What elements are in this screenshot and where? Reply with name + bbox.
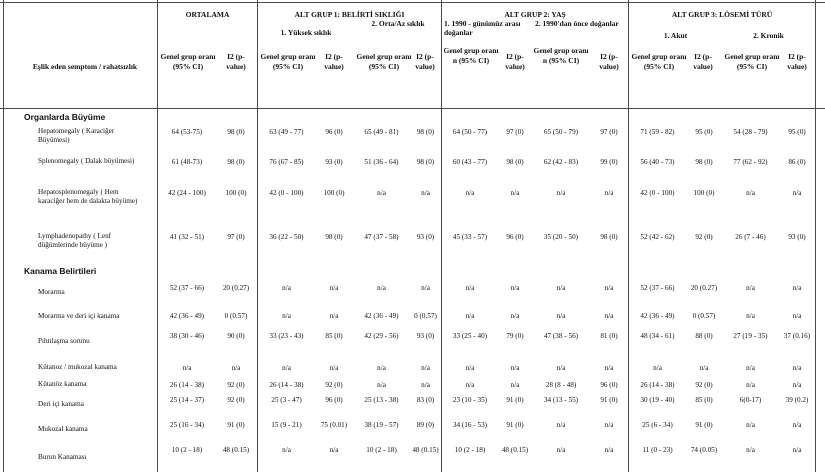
grup2-sub1: 1. 1990 - günümüz arası doğanlar: [444, 19, 521, 37]
rate-cell: 47 (37 - 58): [364, 233, 399, 241]
i2-cell: 96 (0): [506, 233, 524, 241]
i2-cell: n/a: [792, 312, 802, 320]
rate-cell: n/a: [465, 364, 475, 372]
rate-cell: 65 (50 - 79): [543, 128, 579, 136]
rate-cell: n/a: [556, 312, 566, 320]
rate-cell: n/a: [282, 446, 291, 454]
grup1-title: ALT GRUP 1: BELİRTİ SIKLIĞI: [294, 10, 405, 19]
rate-cell: 48 (34 - 61): [640, 332, 675, 340]
rate-cell: n/a: [746, 446, 755, 454]
i2-cell: 98 (0): [227, 158, 245, 166]
rate-cell: 33 (25 - 40): [452, 332, 488, 340]
rate-cell: 76 (67 - 85): [269, 158, 304, 166]
i2-cell: 100 (0): [225, 189, 247, 197]
i2-cell: 93 (0): [416, 332, 435, 340]
i2-cell: n/a: [792, 189, 802, 197]
i2-cell: 98 (0): [325, 233, 343, 241]
rate-n-column-header: Genel grup oranı n (95% CI): [443, 46, 499, 65]
i2-cell: 97 (0): [506, 128, 524, 136]
rate-cell: 42 (36 - 49): [169, 312, 205, 320]
rate-cell: 26 (14 - 38): [269, 381, 304, 389]
i2-cell: n/a: [792, 284, 802, 292]
rate-cell: 26 (7 - 46): [735, 233, 766, 241]
rate-cell: 64 (53-75): [171, 128, 203, 136]
i2-cell: 81 (0): [600, 332, 618, 340]
i2-cell: 98 (0): [416, 128, 435, 136]
i2-cell: 96 (0): [325, 396, 343, 404]
rate-cell: 42 (36 - 49): [364, 312, 399, 320]
i2-column-header: I2 (p-value): [226, 52, 246, 71]
section-title-organ: Organlarda Büyüme: [24, 112, 106, 122]
i2-cell: 93 (0): [416, 233, 435, 241]
rate-cell: n/a: [377, 381, 386, 389]
i2-cell: n/a: [329, 284, 339, 292]
row-label: Morarma: [38, 288, 65, 296]
i2-cell: 92 (0): [325, 381, 343, 389]
i2-cell: 95 (0): [695, 128, 713, 136]
rate-cell: 25 (14 - 37): [169, 396, 205, 404]
rate-cell: 28 (8 - 48): [545, 381, 577, 389]
rate-cell: 52 (42 - 62): [640, 233, 675, 241]
i2-cell: 92 (0): [227, 381, 245, 389]
grup1-sub2: 2. Orta/Az sıklık: [371, 19, 425, 28]
grup3-title: ALT GRUP 3: LÖSEMİ TÜRÜ: [671, 10, 773, 19]
rate-cell: n/a: [746, 381, 755, 389]
i2-cell: 98 (0): [600, 233, 618, 241]
grup3-sub2: 2. Kronik: [753, 31, 784, 40]
i2-cell: 91 (0): [227, 421, 245, 429]
i2-cell: n/a: [421, 381, 430, 389]
rate-cell: n/a: [746, 189, 755, 197]
i2-column-header: I2 (p-value): [415, 52, 435, 71]
rate-cell: n/a: [653, 364, 662, 372]
i2-cell: 0 (0.57): [224, 312, 248, 320]
i2-cell: 100 (0): [693, 189, 715, 197]
rate-cell: 54 (28 - 79): [733, 128, 768, 136]
rate-cell: n/a: [746, 312, 755, 320]
row-label: Mukozal kanama: [38, 425, 88, 433]
rate-cell: 62 (42 - 83): [543, 158, 579, 166]
rate-column-header: Genel grup oranı (95% CI): [160, 52, 216, 71]
rate-cell: n/a: [465, 189, 475, 197]
i2-cell: 75 (0.01): [320, 421, 348, 429]
i2-column-header: I2 (p-value): [599, 52, 619, 71]
rate-cell: 34 (13 - 55): [543, 396, 579, 404]
i2-cell: 96 (0): [325, 128, 343, 136]
rate-cell: 42 (36 - 49): [640, 312, 675, 320]
rate-cell: 10 (2 - 18): [454, 446, 486, 454]
i2-cell: 97 (0): [227, 233, 245, 241]
i2-cell: n/a: [329, 312, 339, 320]
rate-cell: 64 (50 - 77): [452, 128, 488, 136]
i2-cell: 74 (0.05): [690, 446, 718, 454]
rate-cell: 26 (14 - 38): [169, 381, 205, 389]
rate-cell: 35 (20 - 50): [543, 233, 579, 241]
i2-cell: n/a: [231, 364, 241, 372]
i2-cell: n/a: [421, 284, 430, 292]
i2-cell: 92 (0): [695, 381, 713, 389]
i2-cell: 48 (0.15): [412, 446, 439, 454]
rate-cell: 27 (19 - 35): [733, 332, 768, 340]
rate-cell: n/a: [282, 364, 291, 372]
rate-cell: 42 (24 - 100): [168, 189, 206, 197]
i2-cell: n/a: [604, 421, 614, 429]
rate-cell: 42 (29 - 56): [364, 332, 399, 340]
i2-cell: n/a: [329, 446, 339, 454]
i2-column-header: I2 (p-value): [324, 52, 344, 71]
rate-cell: n/a: [377, 364, 386, 372]
grup1-sub1: 1. Yüksek sıklık: [280, 28, 332, 37]
rate-cell: n/a: [556, 364, 566, 372]
rate-cell: n/a: [282, 284, 291, 292]
rate-cell: 10 (2 - 18): [171, 446, 203, 454]
row-label: Deri içi kanama: [38, 400, 84, 408]
rate-cell: 36 (22 - 50): [269, 233, 304, 241]
rate-cell: 30 (19 - 40): [640, 396, 675, 404]
row-label: Kütanöz kanama: [38, 380, 87, 388]
rate-cell: 34 (16 - 53): [452, 421, 488, 429]
rate-cell: n/a: [377, 189, 386, 197]
rate-cell: 52 (37 - 66): [640, 284, 675, 292]
i2-cell: 92 (0): [695, 233, 713, 241]
rate-cell: 41 (32 - 51): [169, 233, 205, 241]
rate-cell: 52 (37 - 66): [169, 284, 205, 292]
i2-cell: 89 (0): [416, 421, 435, 429]
i2-cell: 0 (0.57): [414, 312, 437, 320]
rate-cell: 60 (43 - 77): [452, 158, 488, 166]
rate-cell: 6(0-17): [739, 396, 762, 404]
i2-column-header: I2 (p-value): [693, 52, 713, 71]
row-label: Hepatomegaly ( Karaciğer Büyümesi): [38, 127, 115, 144]
i2-cell: 98 (0): [506, 158, 524, 166]
symptom-column-header: Eşlik eden semptom / rahatsızlık: [32, 62, 138, 71]
rate-cell: 63 (49 - 77): [269, 128, 304, 136]
rate-cell: 77 (62 - 92): [733, 158, 768, 166]
rate-cell: 71 (59 - 82): [640, 128, 675, 136]
i2-cell: 91 (0): [695, 421, 713, 429]
i2-cell: n/a: [699, 364, 709, 372]
i2-cell: 92 (0): [227, 396, 245, 404]
grup3-sub1: 1. Akut: [663, 31, 688, 40]
rate-column-header: Genel grup oranı (95% CI): [724, 52, 780, 71]
i2-cell: 20 (0.27): [690, 284, 718, 292]
i2-cell: n/a: [792, 364, 802, 372]
i2-cell: 88 (0): [695, 332, 713, 340]
i2-cell: 96 (0): [600, 381, 618, 389]
rate-cell: 25 (16 - 34): [169, 421, 205, 429]
rate-cell: 15 (9 - 21): [271, 421, 302, 429]
i2-cell: 86 (0): [788, 158, 806, 166]
i2-cell: 20 (0.27): [222, 284, 250, 292]
i2-cell: 85 (0): [695, 396, 713, 404]
rate-cell: n/a: [746, 364, 755, 372]
grup2-title: ALT GRUP 2: YAŞ: [504, 10, 566, 19]
rate-cell: n/a: [556, 189, 566, 197]
table-border-right: [815, 0, 816, 472]
rate-column-header: Genel grup oranı (95% CI): [260, 52, 316, 71]
rate-cell: n/a: [377, 284, 386, 292]
row-label: Morarma ve deri içi kanama: [38, 312, 120, 320]
i2-cell: n/a: [510, 364, 520, 372]
i2-cell: 83 (0): [416, 396, 435, 404]
i2-cell: n/a: [510, 189, 520, 197]
i2-cell: 79 (0): [506, 332, 524, 340]
rate-column-header: Genel grup oranı (95% CI): [631, 52, 687, 71]
i2-cell: 93 (0): [788, 233, 806, 241]
i2-cell: n/a: [604, 312, 614, 320]
i2-column-header: I2 (p-value): [787, 52, 807, 71]
rate-cell: n/a: [282, 312, 291, 320]
grup2-sub2: 2. 1990'dan önce doğanlar: [535, 19, 619, 28]
i2-cell: 39 (0.2): [785, 396, 809, 404]
row-label: Pıhtılaşma sorunu: [38, 337, 90, 345]
i2-cell: 0 (0.57): [692, 312, 716, 320]
rate-cell: 61 (48-73): [171, 158, 203, 166]
i2-cell: 85 (0): [325, 332, 343, 340]
i2-cell: 100 (0): [323, 189, 345, 197]
i2-cell: 37 (0.16): [783, 332, 811, 340]
i2-cell: 48 (0.15): [501, 446, 529, 454]
rate-cell: 33 (23 - 43): [269, 332, 304, 340]
rate-cell: 25 (6 - 34): [642, 421, 673, 429]
i2-cell: 91 (0): [506, 421, 524, 429]
i2-cell: n/a: [604, 364, 614, 372]
rate-cell: n/a: [556, 421, 566, 429]
rate-cell: 51 (36 - 64): [364, 158, 399, 166]
row-label: Burun Kanaması: [38, 453, 87, 461]
rate-cell: 45 (33 - 57): [452, 233, 488, 241]
i2-cell: 90 (0): [227, 332, 245, 340]
rate-cell: 26 (14 - 38): [640, 381, 675, 389]
rate-cell: 25 (13 - 38): [364, 396, 399, 404]
i2-cell: 98 (0): [227, 128, 245, 136]
i2-cell: n/a: [792, 421, 802, 429]
i2-cell: n/a: [510, 284, 520, 292]
rate-cell: n/a: [465, 284, 475, 292]
ortalama-title: ORTALAMA: [185, 10, 230, 19]
i2-cell: n/a: [604, 446, 614, 454]
i2-cell: 98 (0): [695, 158, 713, 166]
rate-cell: n/a: [465, 381, 475, 389]
rate-cell: n/a: [746, 421, 755, 429]
i2-cell: 91 (0): [600, 396, 618, 404]
rate-cell: n/a: [465, 312, 475, 320]
row-label: Splenomegaly ( Dalak büyümesi): [38, 157, 135, 165]
rate-cell: 42 (0 - 100): [269, 189, 304, 197]
rate-cell: 42 (0 - 100): [640, 189, 675, 197]
rate-cell: 23 (10 - 35): [452, 396, 488, 404]
i2-cell: 97 (0): [600, 128, 618, 136]
table-border-left: [3, 0, 4, 472]
i2-cell: n/a: [510, 312, 520, 320]
rate-cell: n/a: [556, 446, 566, 454]
i2-cell: 99 (0): [600, 158, 618, 166]
section-title-kanama: Kanama Belirtileri: [24, 266, 97, 276]
i2-cell: 98 (0): [416, 158, 435, 166]
rate-cell: 25 (3 - 47): [271, 396, 302, 404]
rate-cell: 38 (30 - 46): [169, 332, 205, 340]
i2-cell: n/a: [510, 381, 520, 389]
rate-cell: 47 (38 - 56): [543, 332, 579, 340]
rate-cell: n/a: [746, 284, 755, 292]
row-label: Hepatosplenomegaly ( Hem karaciğer hem de dalakta büyüme): [38, 188, 138, 205]
i2-cell: 91 (0): [506, 396, 524, 404]
i2-cell: n/a: [421, 189, 430, 197]
i2-column-header: I2 (p-value): [505, 52, 525, 71]
rate-cell: n/a: [182, 364, 192, 372]
i2-cell: n/a: [329, 364, 339, 372]
row-label: Kütanoz / mukozal kanama: [38, 363, 117, 371]
header-divider: [0, 108, 825, 109]
i2-cell: n/a: [604, 284, 614, 292]
i2-cell: 93 (0): [325, 158, 343, 166]
rate-column-header: Genel grup oranı (95% CI): [356, 52, 412, 71]
rate-n-column-header: Genel grup oranı n (95% CI): [533, 46, 589, 65]
i2-cell: n/a: [792, 446, 802, 454]
rate-cell: 38 (19 - 57): [364, 421, 399, 429]
rate-cell: 56 (40 - 73): [640, 158, 675, 166]
rate-cell: 11 (0 - 23): [642, 446, 673, 454]
row-label: Lymphadenopathy ( Lenf düğümlerinde büyüme ): [38, 232, 112, 249]
table-border-top: [0, 2, 825, 3]
i2-cell: 48 (0.15): [222, 446, 250, 454]
i2-cell: n/a: [421, 364, 430, 372]
i2-cell: 95 (0): [788, 128, 806, 136]
rate-cell: 10 (2 - 18): [366, 446, 397, 454]
i2-cell: n/a: [604, 189, 614, 197]
rate-cell: n/a: [556, 284, 566, 292]
rate-cell: 65 (49 - 81): [364, 128, 399, 136]
i2-cell: n/a: [792, 381, 802, 389]
